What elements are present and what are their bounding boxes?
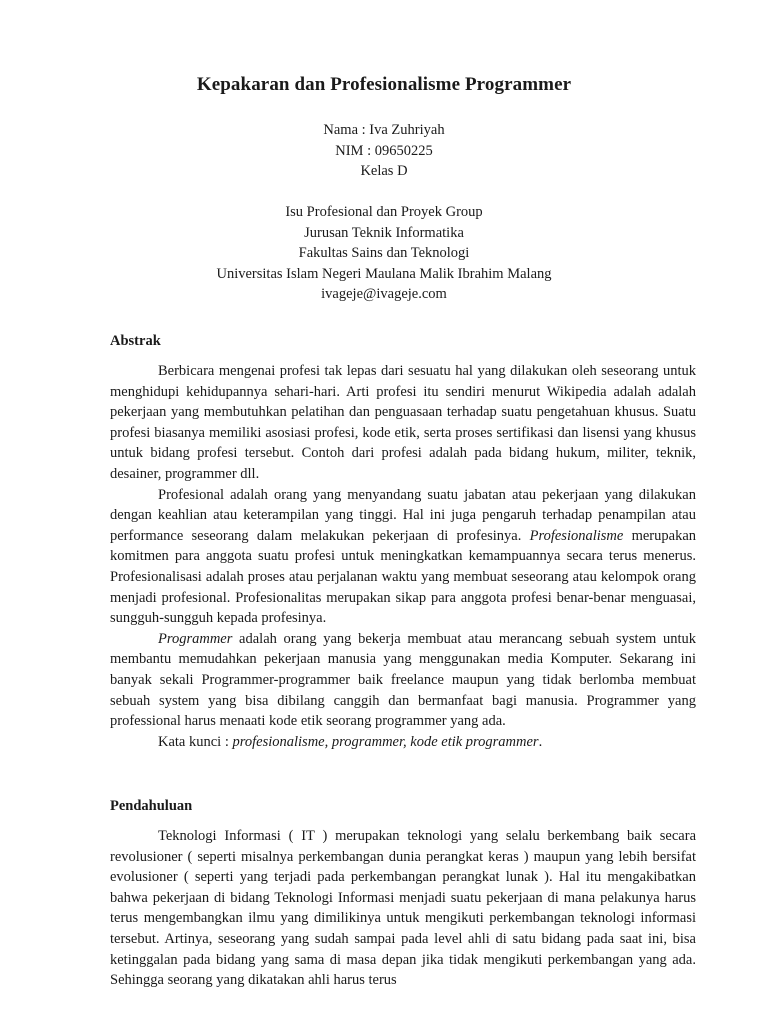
abstract-body: [110, 361, 696, 752]
abstract-paragraph-2-italic: Profesionalisme: [529, 527, 624, 544]
abstract-paragraph-3: [110, 629, 696, 732]
keywords-line: [110, 732, 696, 753]
abstract-heading: Abstrak: [110, 333, 161, 349]
keywords-end: .: [538, 733, 543, 750]
document-title: Kepakaran dan Profesionalisme Programmer: [196, 74, 572, 95]
intro-paragraph-1: Teknologi Informasi ( IT ) merupakan teknologi yang selalu berkembang baik secara revolusioner ( seperti misalnya perkembangan dunia perangkat keras ) maupun yang lebih bersifat evolusioner ( seperti yang terjadi pada perkembangan perangkat lunak ). Hal itu mengakibatkan bahwa pekerjaan di bidang Teknologi Informasi menjadi suatu pekerjaan di mana pelakunya harus terus mengembangkan ilmu yang dimilikinya untuk mengikuti perkembangan teknologi informasi tersebut. Artinya, seseorang yang sudah sampai pada level ahli di satu bidang pada saat ini, bisa ketinggalan pada bidang yang sama di masa depan jika tidak mengikuti perkembangan yang ada. Sehingga seorang yang dikatakan ahli harus terus: [110, 828, 696, 989]
intro-body: [110, 826, 696, 991]
course-name: Isu Profesional dan Proyek Group: [285, 204, 483, 220]
intro-heading: Pendahuluan: [110, 798, 193, 814]
abstract-paragraph-2-text: Profesional adalah orang yang menyandang suatu jabatan atau pekerjaan yang dilakukan dengan keahlian atau keterampilan yang tinggi. Hal ini juga pengaruh terhadap penampilan atau performance seseorang dalam melakukan pekerjaan di profesinya.: [110, 486, 696, 544]
university-name: Universitas Islam Negeri Maulana Malik Ibrahim Malang: [216, 265, 552, 282]
author-name: Nama : Iva Zuhriyah: [323, 122, 445, 138]
author-email: ivageje@ivageje.com: [321, 286, 447, 303]
abstract-paragraph-2-rest: merupakan komitmen para anggota suatu profesi untuk meningkatkan kemampuannya secara terus menerus. Profesionalisasi adalah proses atau perjalanan waktu yang membuat seseorang atau kelompok orang menjadi profesional. Profesionalitas merupakan sikap para anggota profesi benar-benar menguasai, sungguh-sungguh kepada profesinya.: [110, 527, 696, 627]
author-nim: NIM : 09650225: [335, 142, 433, 159]
keywords-label: Kata kunci :: [158, 733, 233, 750]
author-class: Kelas D: [360, 163, 408, 180]
author-block: [0, 120, 768, 182]
faculty-name: Fakultas Sains dan Teknologi: [298, 245, 470, 262]
abstract-paragraph-1: Berbicara mengenai profesi tak lepas dari sesuatu hal yang dilakukan oleh seseorang untuk menghidupi kehidupannya sehari-hari. Arti profesi itu sendiri menurut Wikipedia adalah adalah pekerjaan yang membutuhkan pelatihan dan penguasaan terhadap suatu pengetahuan khusus. Suatu profesi biasanya memiliki asosiasi profesi, kode etik, serta proses sertifikasi dan lisensi yang khusus untuk bidang profesi tersebut. Contoh dari profesi adalah pada bidang hukum, militer, teknik, desainer, programmer dll.: [110, 363, 696, 482]
affiliation-block: [0, 202, 768, 305]
keywords-list: profesionalisme, programmer, kode etik programmer: [232, 733, 539, 750]
abstract-paragraph-3-rest: adalah orang yang bekerja membuat atau merancang sebuah system untuk membantu memudahkan pekerjaan manusia yang menggunakan media Komputer. Sekarang ini banyak sekali Programmer-programmer baik freelance maupun yang tidak berlomba membuat sebuah system yang bisa dibilang canggih dan bermanfaat bagi manusia. Programmer yang professional harus menaati kode etik seorang programmer yang ada.: [110, 630, 696, 730]
abstract-paragraph-3-italic: Programmer: [158, 630, 233, 647]
abstract-paragraph-2: [110, 485, 696, 629]
department-name: Jurusan Teknik Informatika: [304, 224, 464, 241]
